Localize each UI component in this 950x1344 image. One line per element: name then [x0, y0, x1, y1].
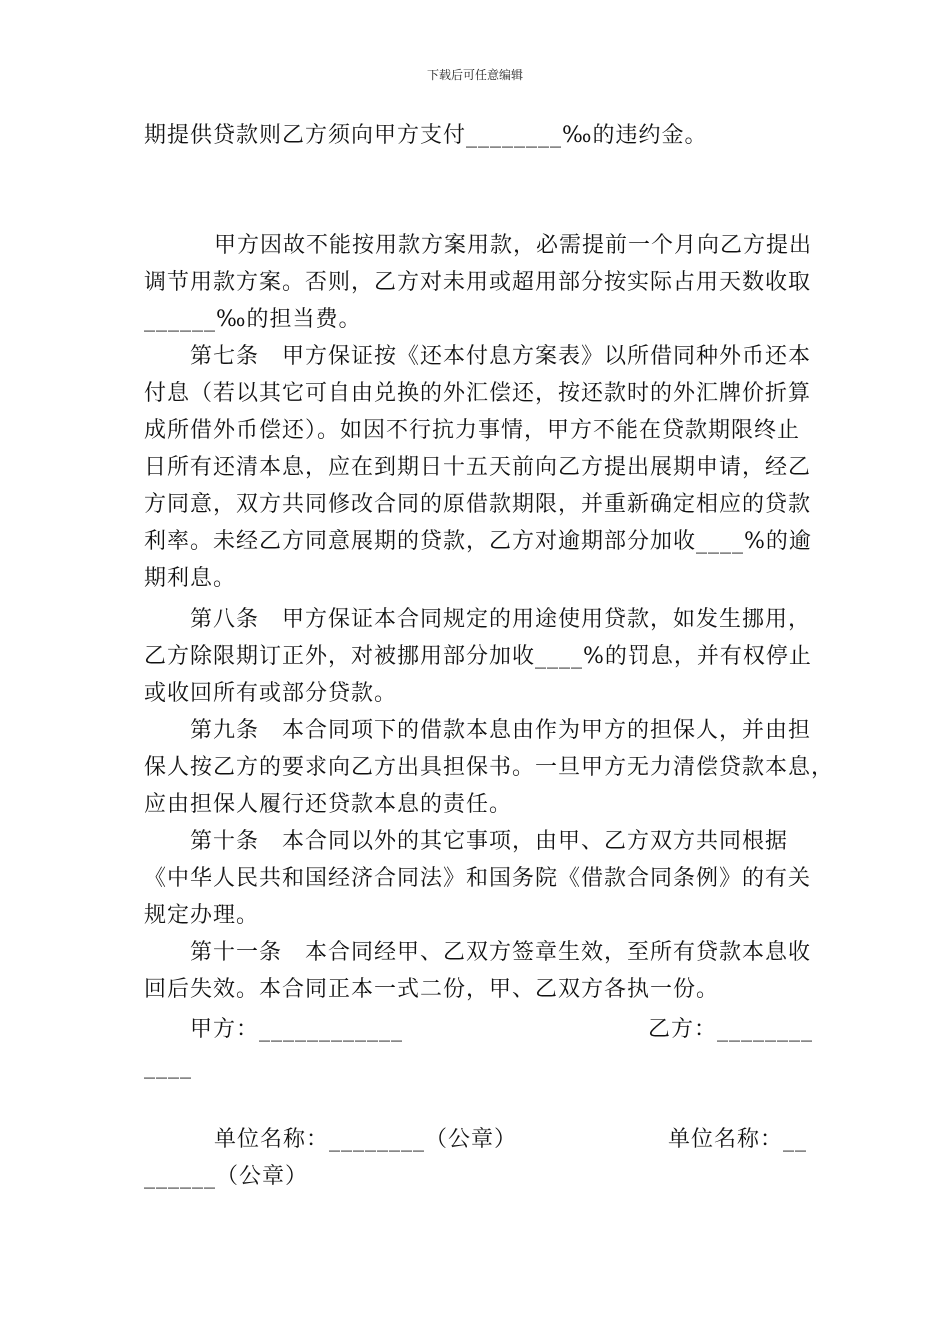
article-8-line: 第八条 甲方保证本合同规定的用途使用贷款，如发生挪用，: [190, 607, 812, 632]
text-line: 规定办理。: [144, 903, 260, 928]
text-line: 日所有还清本息，应在到期日十五天前向乙方提出展期申请，经乙: [144, 455, 812, 480]
text-line: 成所借外币偿还）。如因不行抗力事情，甲方不能在贷款期限终止: [144, 418, 801, 443]
text-line: 或收回所有或部分贷款。: [144, 681, 398, 706]
article-9-line: 第九条 本合同项下的借款本息由作为甲方的担保人，并由担: [190, 718, 812, 743]
text-line: 利率。未经乙方同意展期的贷款，乙方对逾期部分加收____%的逾: [144, 529, 812, 554]
text-line: 乙方除限期订正外，对被挪用部分加收____%的罚息，并有权停止: [144, 644, 812, 669]
text-line: 回后失效。本合同正本一式二份，甲、乙双方各执一份。: [144, 977, 720, 1002]
text-line: 付息（若以其它可自由兑换的外汇偿还，按还款时的外汇牌价折算: [144, 381, 812, 406]
text-line: 期利息。: [144, 566, 237, 591]
party-a-unit-name: 单位名称：________（公章）: [214, 1127, 518, 1152]
party-a-signature: 甲方：____________: [190, 1017, 404, 1042]
text-line: 方同意，双方共同修改合同的原借款期限，并重新确定相应的贷款: [144, 492, 812, 517]
article-11-line: 第十一条 本合同经甲、乙双方签章生效，至所有贷款本息收: [190, 940, 812, 965]
article-10-line: 第十条 本合同以外的其它事项，由甲、乙方双方共同根据: [190, 829, 789, 854]
text-line: ______‰的担当费。: [144, 307, 362, 332]
page-header-note: 下载后可任意编辑: [426, 68, 523, 82]
article-7-line: 第七条 甲方保证按《还本付息方案表》以所借同种外币还本: [190, 344, 812, 369]
party-b-signature-cont: ____: [144, 1054, 192, 1079]
text-line: 《中华人民共和国经济合同法》和国务院《借款合同条例》的有关: [144, 866, 812, 891]
party-b-unit-name: 单位名称：__: [668, 1127, 808, 1152]
text-line: 期提供贷款则乙方须向甲方支付________‰的违约金。: [144, 123, 708, 148]
text-line: 调节用款方案。否则，乙方对未用或超用部分按实际占用天数收取: [144, 270, 812, 295]
text-line: 应由担保人履行还贷款本息的责任。: [144, 792, 513, 817]
text-line: 保人按乙方的要求向乙方出具担保书。一旦甲方无力清偿贷款本息，: [144, 755, 835, 780]
party-b-unit-name-cont: ______（公章）: [144, 1164, 309, 1189]
text-line: 甲方因故不能按用款方案用款，必需提前一个月向乙方提出: [214, 233, 813, 258]
party-b-signature: 乙方：________: [648, 1017, 814, 1042]
